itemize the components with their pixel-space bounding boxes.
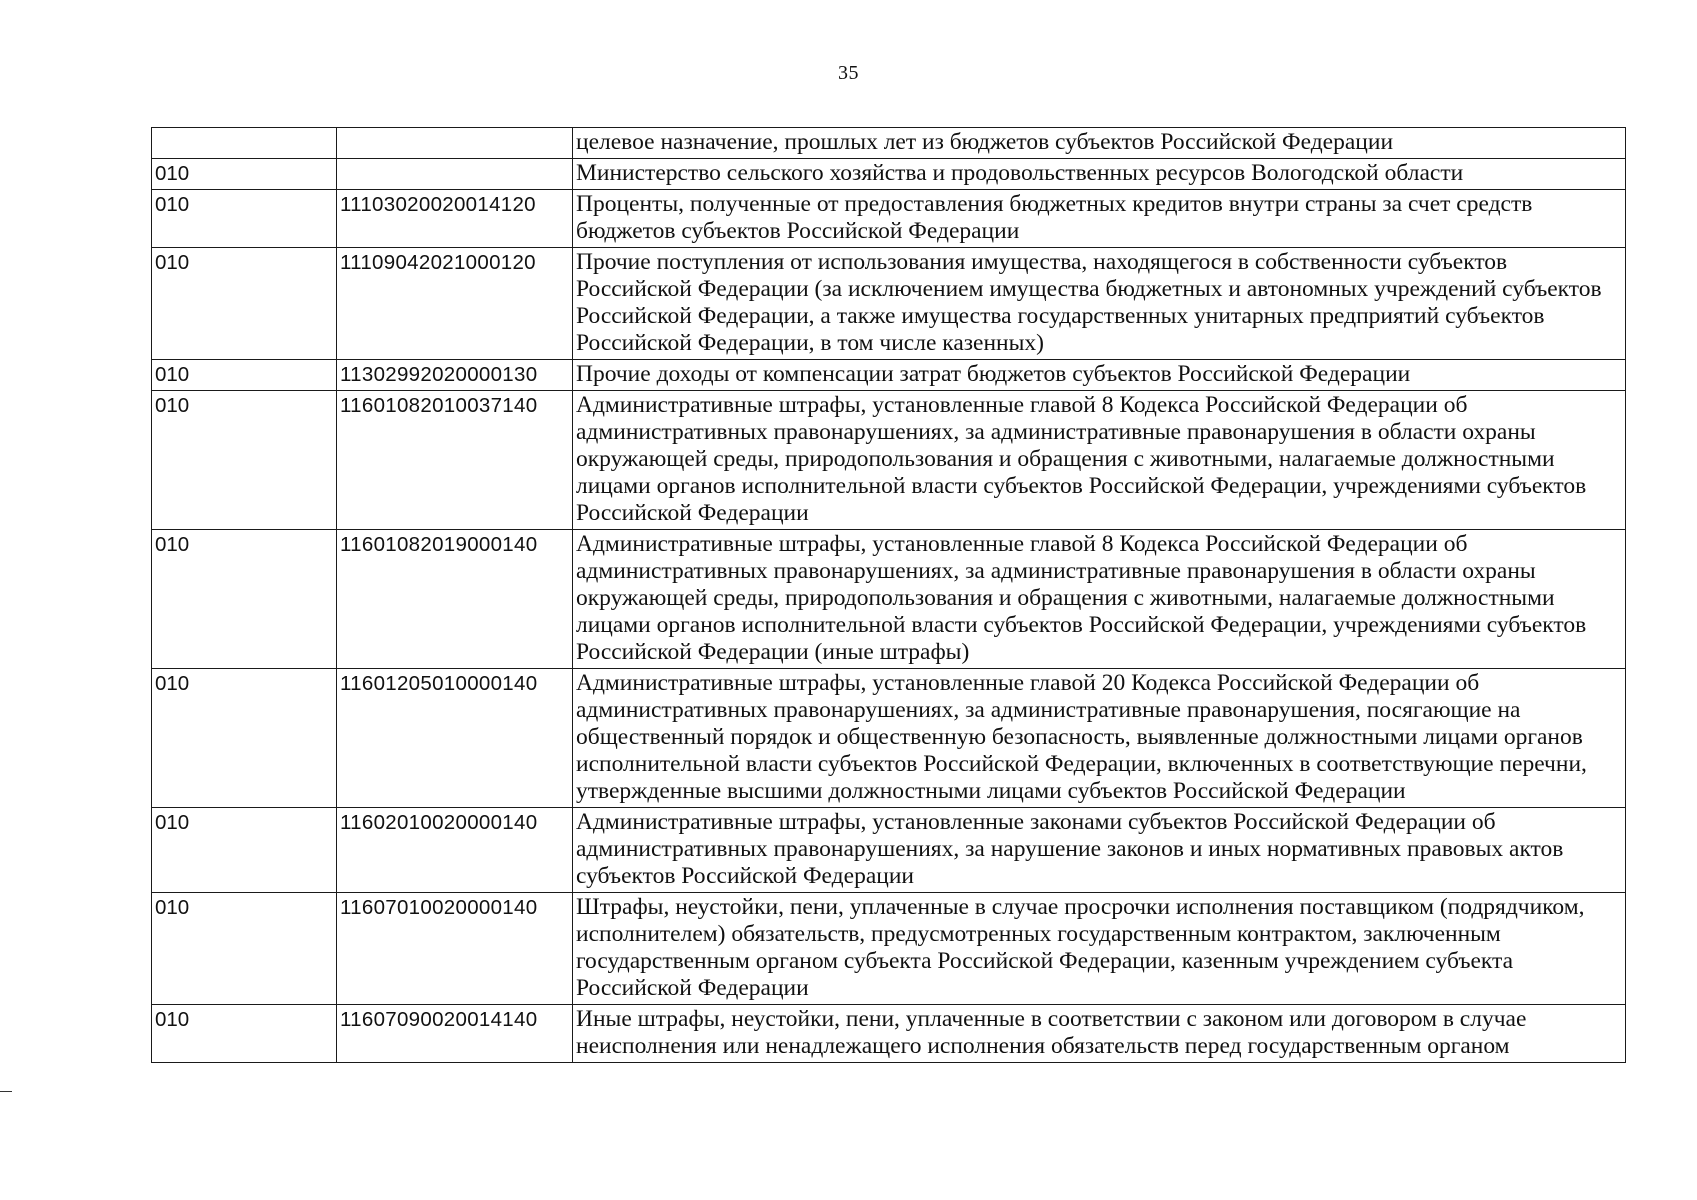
revenue-code-cell: 11607090020014140 bbox=[337, 1005, 573, 1063]
revenue-code-cell: 11109042021000120 bbox=[337, 248, 573, 360]
table-row bbox=[152, 391, 1626, 530]
revenue-code-cell bbox=[337, 128, 573, 159]
revenue-name-cell: Прочие доходы от компенсации затрат бюджетов субъектов Российской Федерации bbox=[573, 360, 1626, 391]
revenue-code-cell bbox=[337, 159, 573, 190]
admin-code-cell: 010 bbox=[152, 893, 337, 1005]
revenue-name-cell: Административные штрафы, установленные главой 20 Кодекса Российской Федерации об административных правонарушениях, за административные правонарушения, посягающие на общественный порядок и общественную безопасность, выявленные должностными лицами органов исполнительной власти субъектов Российской Федерации, включенных в соответствующие перечни, утвержденные высшими должностными лицами субъектов Российской Федерации bbox=[573, 669, 1626, 808]
table-row bbox=[152, 893, 1626, 1005]
admin-code-cell: 010 bbox=[152, 248, 337, 360]
revenue-name-cell: Административные штрафы, установленные главой 8 Кодекса Российской Федерации об административных правонарушениях, за административные правонарушения в области охраны окружающей среды, природопользования и обращения с животными, налагаемые должностными лицами органов исполнительной власти субъектов Российской Федерации, учреждениями субъектов Российской Федерации bbox=[573, 391, 1626, 530]
revenue-name-cell: Проценты, полученные от предоставления бюджетных кредитов внутри страны за счет средств бюджетов субъектов Российской Федерации bbox=[573, 190, 1626, 248]
admin-code-cell: 010 bbox=[152, 190, 337, 248]
table-row bbox=[152, 159, 1626, 190]
revenue-name-cell: целевое назначение, прошлых лет из бюджетов субъектов Российской Федерации bbox=[573, 128, 1626, 159]
admin-code-cell: 010 bbox=[152, 530, 337, 669]
table-row bbox=[152, 1005, 1626, 1063]
revenue-code-cell: 11302992020000130 bbox=[337, 360, 573, 391]
table-row bbox=[152, 248, 1626, 360]
table-row bbox=[152, 360, 1626, 391]
revenue-name-cell: Административные штрафы, установленные законами субъектов Российской Федерации об административных правонарушениях, за нарушение законов и иных нормативных правовых актов субъектов Российской Федерации bbox=[573, 808, 1626, 893]
revenue-name-cell: Иные штрафы, неустойки, пени, уплаченные в соответствии с законом или договором в случае неисполнения или ненадлежащего исполнения обязательств перед государственным органом bbox=[573, 1005, 1626, 1063]
admin-code-cell: 010 bbox=[152, 1005, 337, 1063]
table-row bbox=[152, 190, 1626, 248]
revenue-name-cell: Штрафы, неустойки, пени, уплаченные в случае просрочки исполнения поставщиком (подрядчиком, исполнителем) обязательств, предусмотренных государственным контрактом, заключенным государственным органом субъекта Российской Федерации, казенным учреждением субъекта Российской Федерации bbox=[573, 893, 1626, 1005]
revenue-code-cell: 11601082010037140 bbox=[337, 391, 573, 530]
admin-code-cell: 010 bbox=[152, 360, 337, 391]
admin-code-cell bbox=[152, 128, 337, 159]
revenue-code-cell: 11601082019000140 bbox=[337, 530, 573, 669]
revenue-codes-table bbox=[151, 127, 1626, 1063]
revenue-code-cell: 11607010020000140 bbox=[337, 893, 573, 1005]
revenue-code-cell: 11601205010000140 bbox=[337, 669, 573, 808]
revenue-code-cell: 11602010020000140 bbox=[337, 808, 573, 893]
table-row bbox=[152, 808, 1626, 893]
page-number: 35 bbox=[838, 62, 859, 84]
revenue-code-cell: 11103020020014120 bbox=[337, 190, 573, 248]
admin-code-cell: 010 bbox=[152, 159, 337, 190]
admin-code-cell: 010 bbox=[152, 808, 337, 893]
revenue-name-cell: Прочие поступления от использования имущества, находящегося в собственности субъектов Российской Федерации (за исключением имущества бюджетных и автономных учреждений субъектов Российской Федерации, а также имущества государственных унитарных предприятий субъектов Российской Федерации, в том числе казенных) bbox=[573, 248, 1626, 360]
admin-code-cell: 010 bbox=[152, 669, 337, 808]
table-row bbox=[152, 530, 1626, 669]
revenue-name-cell: Административные штрафы, установленные главой 8 Кодекса Российской Федерации об административных правонарушениях, за административные правонарушения в области охраны окружающей среды, природопользования и обращения с животными, налагаемые должностными лицами органов исполнительной власти субъектов Российской Федерации, учреждениями субъектов Российской Федерации (иные штрафы) bbox=[573, 530, 1626, 669]
scan-edge-mark bbox=[0, 1091, 12, 1092]
admin-code-cell: 010 bbox=[152, 391, 337, 530]
revenue-name-cell: Министерство сельского хозяйства и продовольственных ресурсов Вологодской области bbox=[573, 159, 1626, 190]
table-row bbox=[152, 669, 1626, 808]
table-row bbox=[152, 128, 1626, 159]
